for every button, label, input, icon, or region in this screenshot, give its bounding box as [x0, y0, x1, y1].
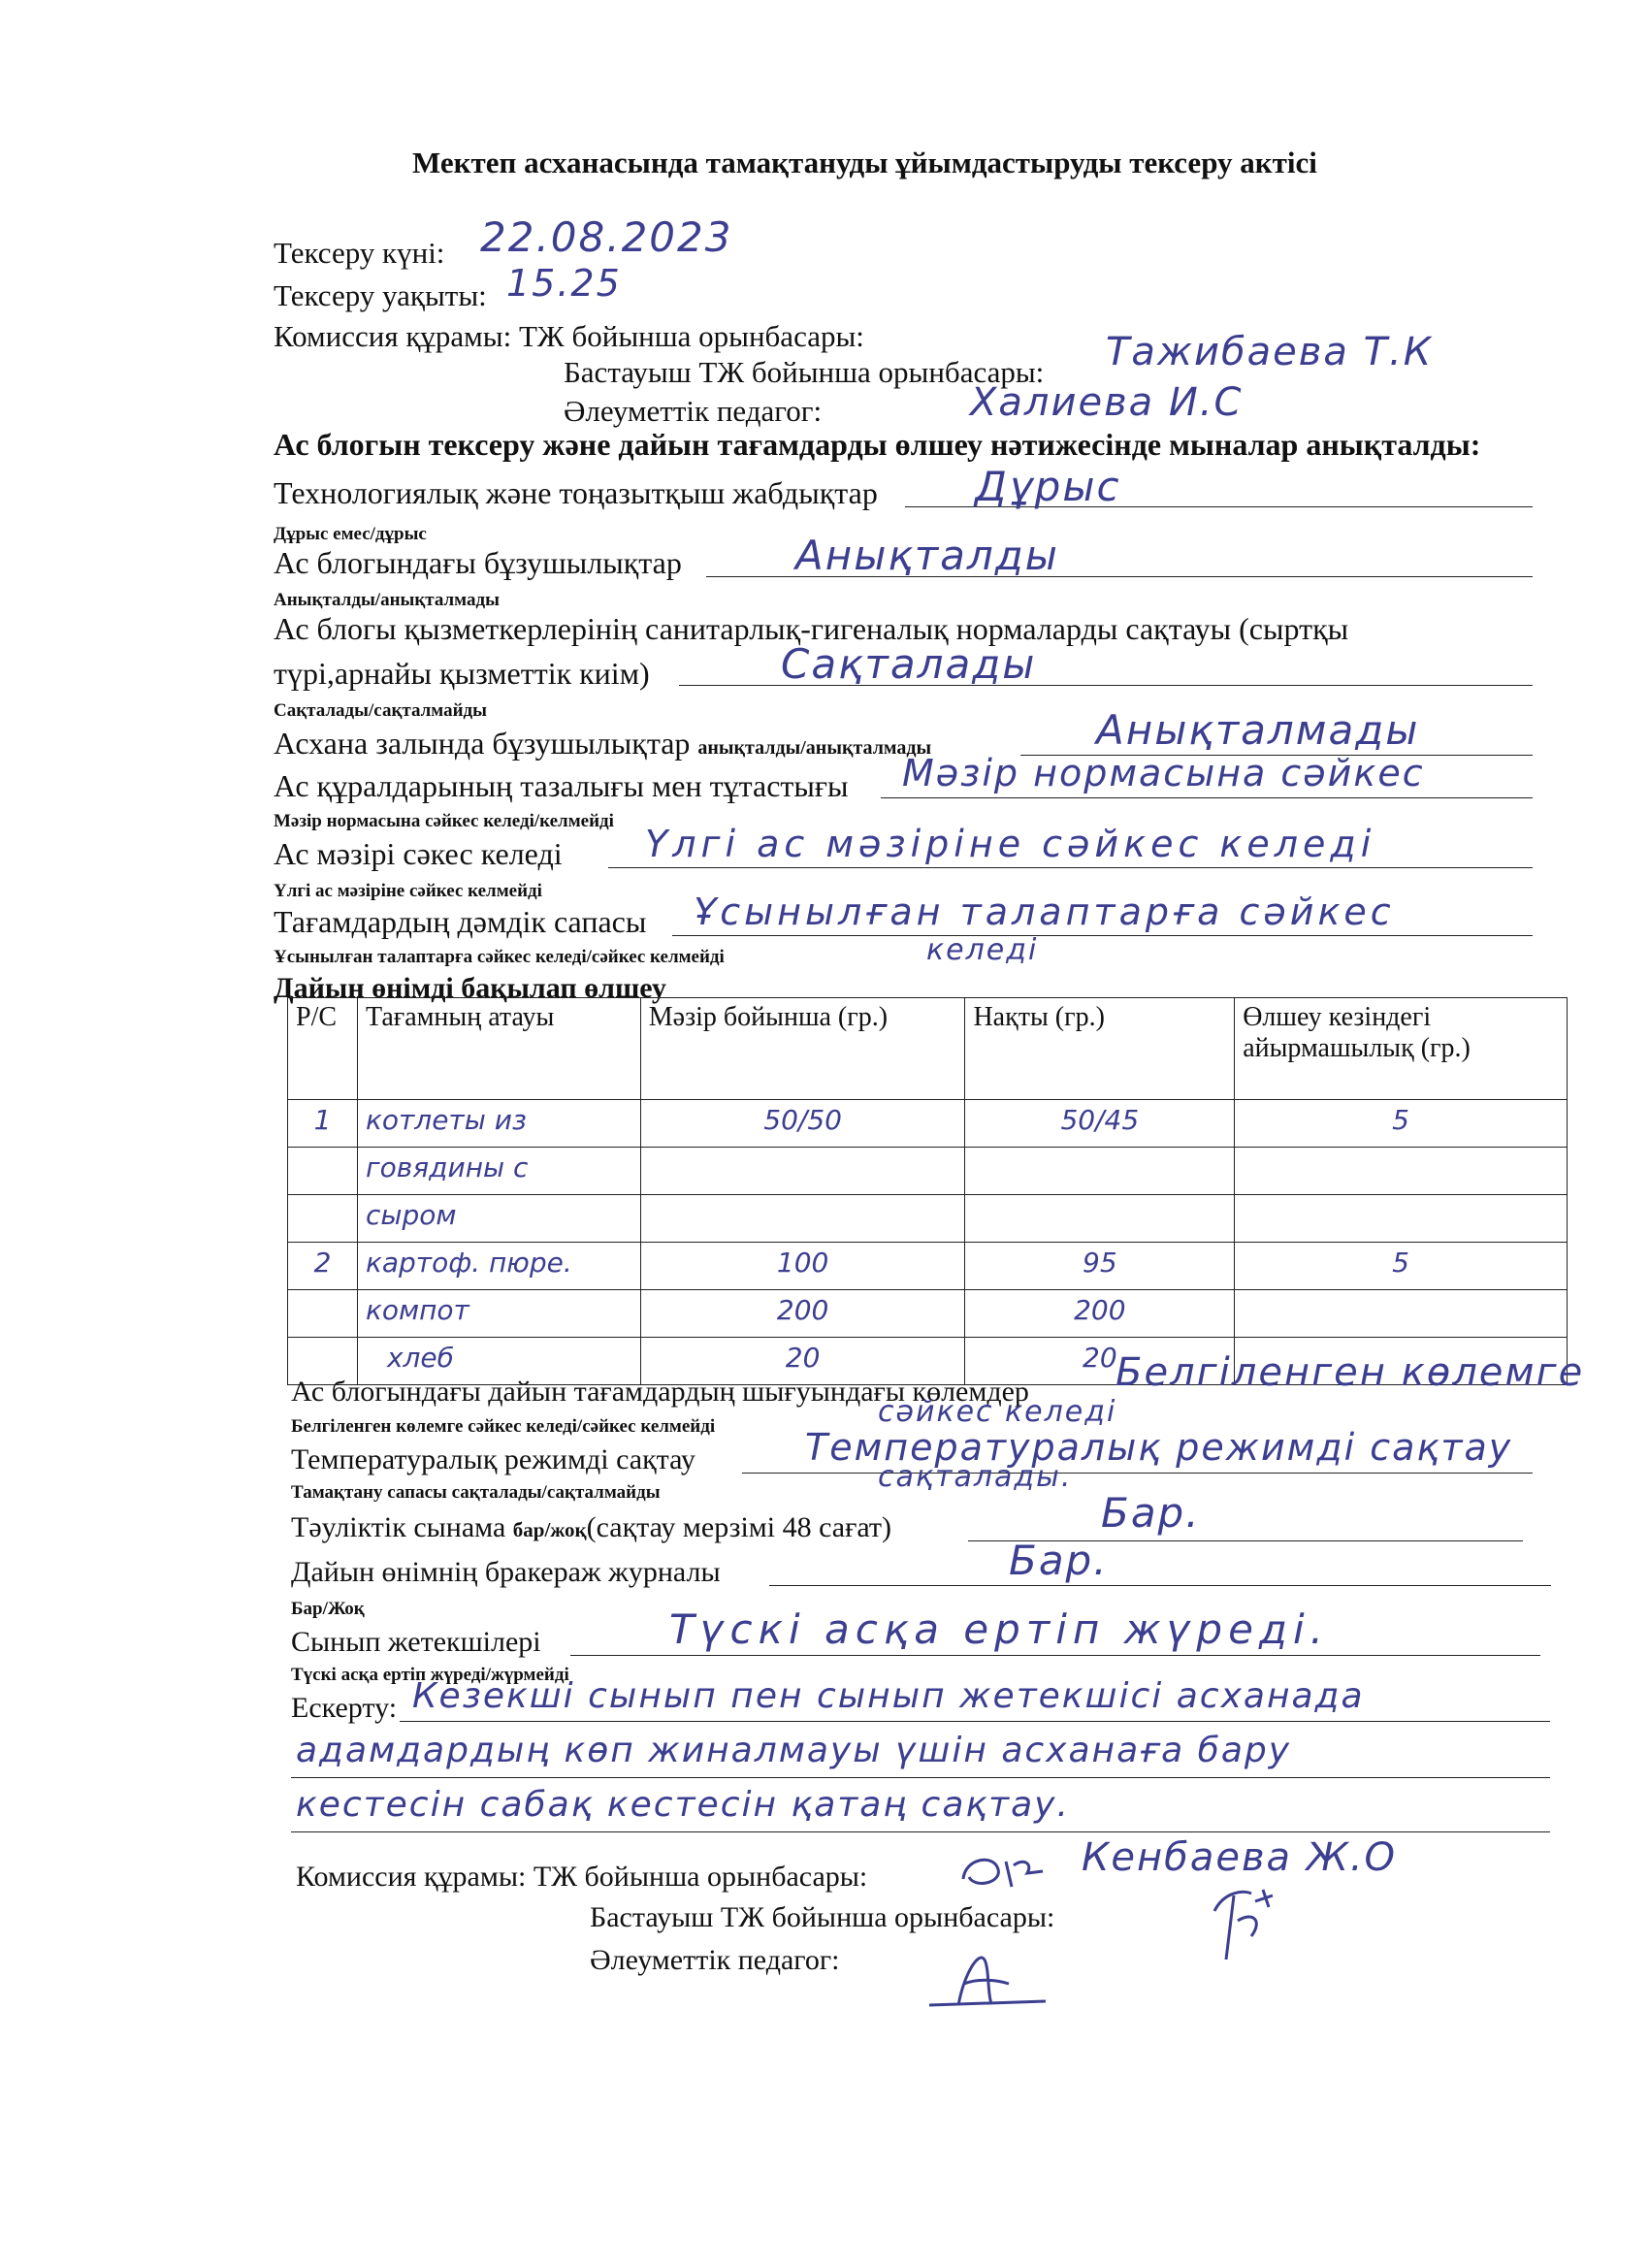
note-text-line2: адамдардың көп жиналмауы үшін асханаға бару [296, 1731, 1292, 1770]
col-header-difference: Өлшеу кезіндегі айырмашылық (гр.) [1235, 998, 1568, 1100]
social-pedagog-value: Халиева И.С [970, 380, 1244, 425]
note-line-2 [291, 1777, 1550, 1778]
taste-value-line2: келеді [926, 933, 1039, 967]
table-cell: 50/45 [965, 1100, 1235, 1148]
equipment-label: Технологиялық және тоңазытқыш жабдықтар [274, 475, 878, 510]
taste-hint: Ұсынылған талаптарға сәйкес келеді/сәйкес келмейді [274, 947, 725, 967]
date-label: Тексеру күні: [274, 236, 445, 270]
page-title: Мектеп асханасында тамақтануды ұйымдастыруды тексеру актісі [412, 146, 1317, 179]
table-cell: говядины с [357, 1148, 640, 1195]
signature-mark-1 [955, 1848, 1062, 1901]
sanitary-hint: Сақталады/сақталмайды [274, 700, 487, 721]
violations-hint: Анықталды/анықталмады [274, 590, 500, 610]
table-cell: компот [357, 1290, 640, 1338]
menu-line [608, 867, 1533, 868]
primary-deputy-label: Бастауыш ТЖ бойынша орынбасары: [564, 355, 1045, 389]
table-cell: 50/50 [640, 1100, 965, 1148]
journal-hint: Бар/Жоқ [291, 1599, 365, 1619]
utensils-label: Ас құралдарының тазалығы мен тұтастығы [274, 768, 849, 803]
date-value: 22.08.2023 [480, 213, 733, 261]
col-header-menu-weight: Мәзір бойынша (гр.) [640, 998, 965, 1100]
menu-hint: Үлгі ас мәзіріне сәйкес келмейді [274, 881, 542, 901]
note-label: Ескерту: [291, 1692, 398, 1724]
volumes-value-line1: Белгіленген көлемге [1116, 1350, 1585, 1395]
table-cell [1235, 1195, 1568, 1243]
sanitary-label-line2: түрі,арнайы қызметтік киім) [274, 656, 650, 691]
table-cell [288, 1148, 358, 1195]
temperature-label: Температуралық режимді сақтау [291, 1443, 695, 1475]
equipment-value: Дұрыс [975, 463, 1121, 510]
col-header-actual-weight: Нақты (гр.) [965, 998, 1235, 1100]
table-row [288, 1148, 1568, 1195]
note-text-line1: Кезекші сынып пен сынып жетекшісі асханада [412, 1676, 1365, 1716]
utensils-line [881, 797, 1533, 798]
section-heading: Ас блогын тексеру және дайын тағамдарды өлшеу нәтижесінде мыналар анықталды: [274, 427, 1481, 462]
table-cell [288, 1195, 358, 1243]
commission-label: Комиссия құрамы: ТЖ бойынша орынбасары: [274, 319, 864, 353]
table-row [288, 1290, 1568, 1338]
footer-commission-sign: Кенбаева Ж.О [1082, 1835, 1398, 1880]
table-cell: 5 [1235, 1100, 1568, 1148]
note-line-3 [291, 1831, 1550, 1832]
sanitary-label-line1: Ас блогы қызметкерлерінің санитарлық-гигеналық нормаларды сақтауы (сыртқы [274, 611, 1349, 646]
sample-value: Бар. [1101, 1489, 1201, 1537]
table-cell: 200 [640, 1290, 965, 1338]
utensils-value: Мәзір нормасына сәйкес [902, 752, 1425, 794]
table-cell [1235, 1290, 1568, 1338]
volumes-hint: Белгіленген көлемге сәйкес келеді/сәйкес келмейді [291, 1416, 716, 1437]
utensils-hint: Мәзір нормасына сәйкес келеді/келмейді [274, 811, 614, 831]
hall-value: Анықталмады [1096, 706, 1420, 754]
table-header-row [288, 998, 1568, 1100]
temperature-value-line1: Температуралық режимді сақтау [805, 1426, 1513, 1469]
violations-label: Ас блогындағы бұзушылықтар [274, 545, 682, 580]
taste-line [672, 935, 1533, 936]
table-row [288, 1243, 1568, 1290]
primary-deputy-value: Тажибаева Т.К [1106, 330, 1434, 374]
table-cell [640, 1148, 965, 1195]
table-cell: котлеты из [357, 1100, 640, 1148]
measure-table [287, 997, 1568, 1385]
table-cell: 20 [965, 1338, 1235, 1385]
teachers-value: Түскі асқа ертіп жүреді. [669, 1605, 1329, 1653]
teachers-line [570, 1655, 1540, 1656]
table-cell [288, 1290, 358, 1338]
journal-label: Дайын өнімнің бракераж журналы [291, 1556, 721, 1588]
hall-label: Асхана залында бұзушылықтар анықталды/анықталмады [274, 726, 932, 761]
table-cell: 2 [288, 1243, 358, 1290]
taste-value-line1: Ұсынылған талаптарға сәйкес [694, 891, 1395, 933]
footer-social-pedagog-label: Әлеуметтік педагог: [590, 1944, 840, 1976]
hall-label-small: анықталды/анықталмады [697, 737, 932, 759]
violations-value: Анықталды [795, 532, 1059, 579]
measure-heading: Дайын өнімді бақылап өлшеу [274, 972, 666, 1004]
table-cell: 200 [965, 1290, 1235, 1338]
sample-label: Тәуліктік сынама бар/жоқ(сақтау мерзімі 48 сағат) [291, 1511, 892, 1543]
menu-label: Ас мәзірі сәкес келеді [274, 836, 563, 871]
equipment-hint: Дұрыс емес/дұрыс [274, 524, 427, 544]
table-cell [965, 1195, 1235, 1243]
temperature-line [742, 1473, 1533, 1474]
table-cell [1235, 1148, 1568, 1195]
sanitary-value: Сақталады [781, 640, 1037, 688]
table-row [288, 1195, 1568, 1243]
sample-label-small: бар/жоқ [512, 1518, 587, 1541]
journal-value: Бар. [1009, 1537, 1109, 1584]
table-cell: сыром [357, 1195, 640, 1243]
time-label: Тексеру уақыты: [274, 278, 487, 312]
taste-label: Тағамдардың дәмдік сапасы [274, 904, 647, 939]
table-cell [965, 1148, 1235, 1195]
teachers-hint: Түскі асқа ертіп жүреді/жүрмейді [291, 1665, 569, 1685]
note-line-1 [400, 1721, 1550, 1722]
table-cell: 20 [640, 1338, 965, 1385]
time-value: 15.25 [506, 262, 622, 305]
journal-line [769, 1585, 1551, 1586]
table-cell: хлеб [357, 1338, 640, 1385]
table-cell: 95 [965, 1243, 1235, 1290]
note-text-line3: кестесін сабақ кестесін қатаң сақтау. [296, 1785, 1070, 1825]
table-cell: 1 [288, 1100, 358, 1148]
temperature-value-line2: сақталады. [878, 1460, 1073, 1494]
table-cell: 5 [1235, 1243, 1568, 1290]
footer-commission-label: Комиссия құрамы: ТЖ бойынша орынбасары: [296, 1861, 868, 1893]
table-row [288, 1100, 1568, 1148]
col-header-dish: Тағамның атауы [357, 998, 640, 1100]
table-cell: картоф. пюре. [357, 1243, 640, 1290]
social-pedagog-label: Әлеуметтік педагог: [564, 394, 823, 428]
table-cell [640, 1195, 965, 1243]
teachers-label: Сынып жетекшілері [291, 1626, 541, 1658]
footer-primary-deputy-label: Бастауыш ТЖ бойынша орынбасары: [590, 1901, 1055, 1933]
temperature-hint: Тамақтану сапасы сақталады/сақталмайды [291, 1482, 661, 1503]
signature-mark-3 [920, 1945, 1055, 2018]
volumes-label: Ас блогындағы дайын тағамдардың шығуындағы көлемдер [291, 1376, 1029, 1408]
volumes-value-line2: сәйкес келеді [878, 1395, 1117, 1429]
menu-value: Үлгі ас мәзіріне сәйкес келеді [645, 823, 1376, 865]
table-cell: 100 [640, 1243, 965, 1290]
signature-mark-2 [1205, 1882, 1282, 1974]
col-header-number: Р/С [288, 998, 358, 1100]
